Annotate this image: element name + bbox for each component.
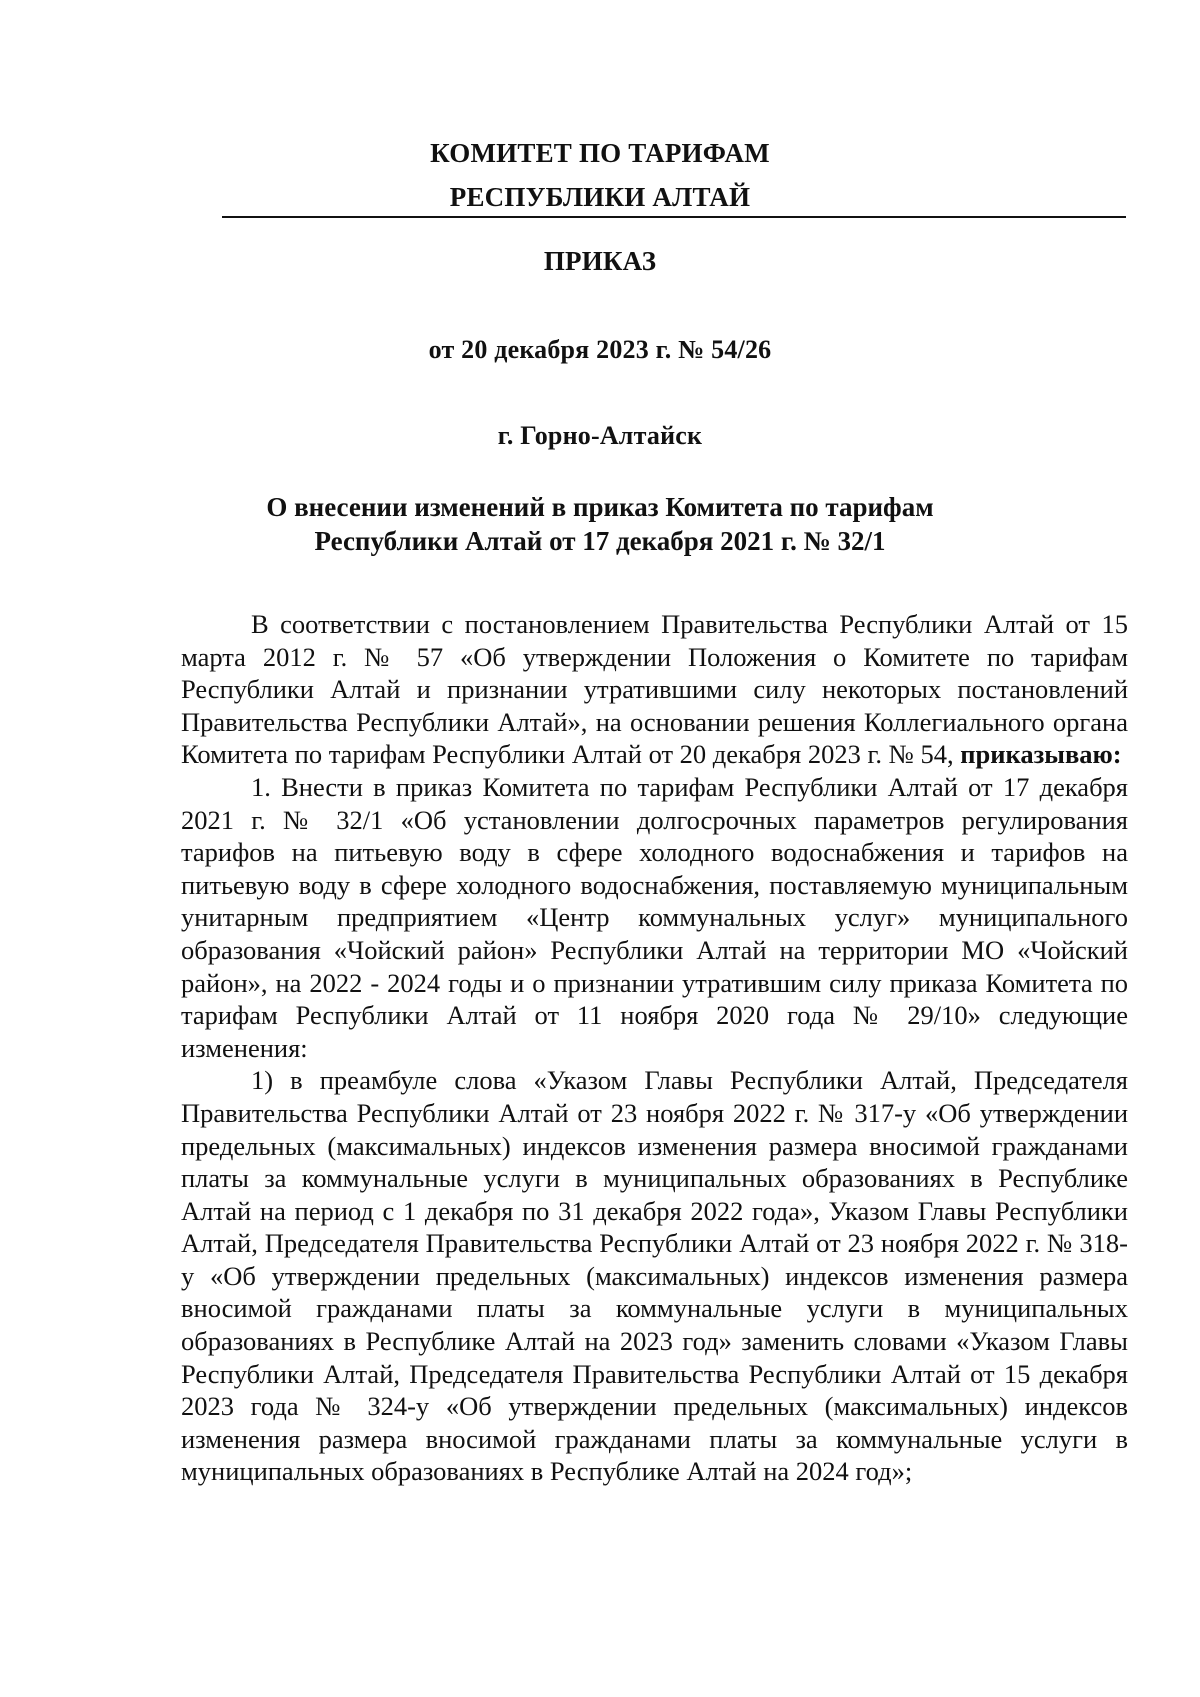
preamble-text: В соответствии с постановлением Правительства Республики Алтай от 15 марта 2012 г. № 57 «Об утверждении Положения о Комитете по тарифам Республики Алтай и признании утратившими силу некоторых постановлений Правительства Республики Алтай», на основании решения Коллегиального органа Комитета по тарифам Республики Алтай от 20 декабря 2023 г. № 54, bbox=[181, 609, 1128, 770]
date-number: от 20 декабря 2023 г. № 54/26 bbox=[428, 335, 772, 364]
doc-title-line2: Республики Алтай от 17 декабря 2021 г. № 32/1 bbox=[314, 526, 886, 556]
city: г. Горно-Алтайск bbox=[497, 421, 703, 450]
item-1-1-paragraph: 1) в преамбуле слова «Указом Главы Республики Алтай, Председателя Правительства Республики Алтай от 23 ноября 2022 г. № 317-у «Об утверждении предельных (максимальных) индексов изменения размера вносимой гражданами платы за коммунальные услуги в муниципальных образованиях в Республике Алтай на период с 1 декабря по 31 декабря 2022 года», Указом Главы Республики Алтай, Председателя Правительства Республики Алтай от 23 ноября 2022 г. № 318-у «Об утверждении предельных (максимальных) индексов изменения размера вносимой гражданами платы за коммунальные услуги в муниципальных образованиях в Республике Алтай на 2023 год» заменить словами «Указом Главы Республики Алтай, Председателя Правительства Республики Алтай от 15 декабря 2023 года № 324-у «Об утверждении предельных (максимальных) индексов изменения размера вносимой гражданами платы за коммунальные услуги в муниципальных образованиях в Республике Алтай на 2024 год»; bbox=[181, 1065, 1128, 1487]
org-name-line1: КОМИТЕТ ПО ТАРИФАМ bbox=[430, 138, 770, 168]
doc-title bbox=[0, 490, 1200, 558]
doc-title-line1: О внесении изменений в приказ Комитета по тарифам bbox=[266, 492, 934, 522]
org-name-line2: РЕСПУБЛИКИ АЛТАЙ bbox=[449, 182, 751, 212]
preamble-paragraph bbox=[181, 608, 1128, 771]
doc-type: ПРИКАЗ bbox=[543, 246, 657, 276]
preamble-order-word: приказываю: bbox=[960, 739, 1122, 770]
item-1-paragraph: 1. Внести в приказ Комитета по тарифам Республики Алтай от 17 декабря 2021 г. № 32/1 «Об установлении долгосрочных параметров регулирования тарифов на питьевую воду в сфере холодного водоснабжения и тарифов на питьевую воду в сфере холодного водоснабжения, поставляемую муниципальным унитарным предприятием «Центр коммунальных услуг» муниципального образования «Чойский район» Республики Алтай на территории МО «Чойский район», на 2022 - 2024 годы и о признании утратившим силу приказа Комитета по тарифам Республики Алтай от 11 ноября 2020 года № 29/10» следующие изменения: bbox=[181, 771, 1128, 1063]
doc-body bbox=[181, 608, 1128, 1488]
header-divider bbox=[222, 216, 1126, 218]
